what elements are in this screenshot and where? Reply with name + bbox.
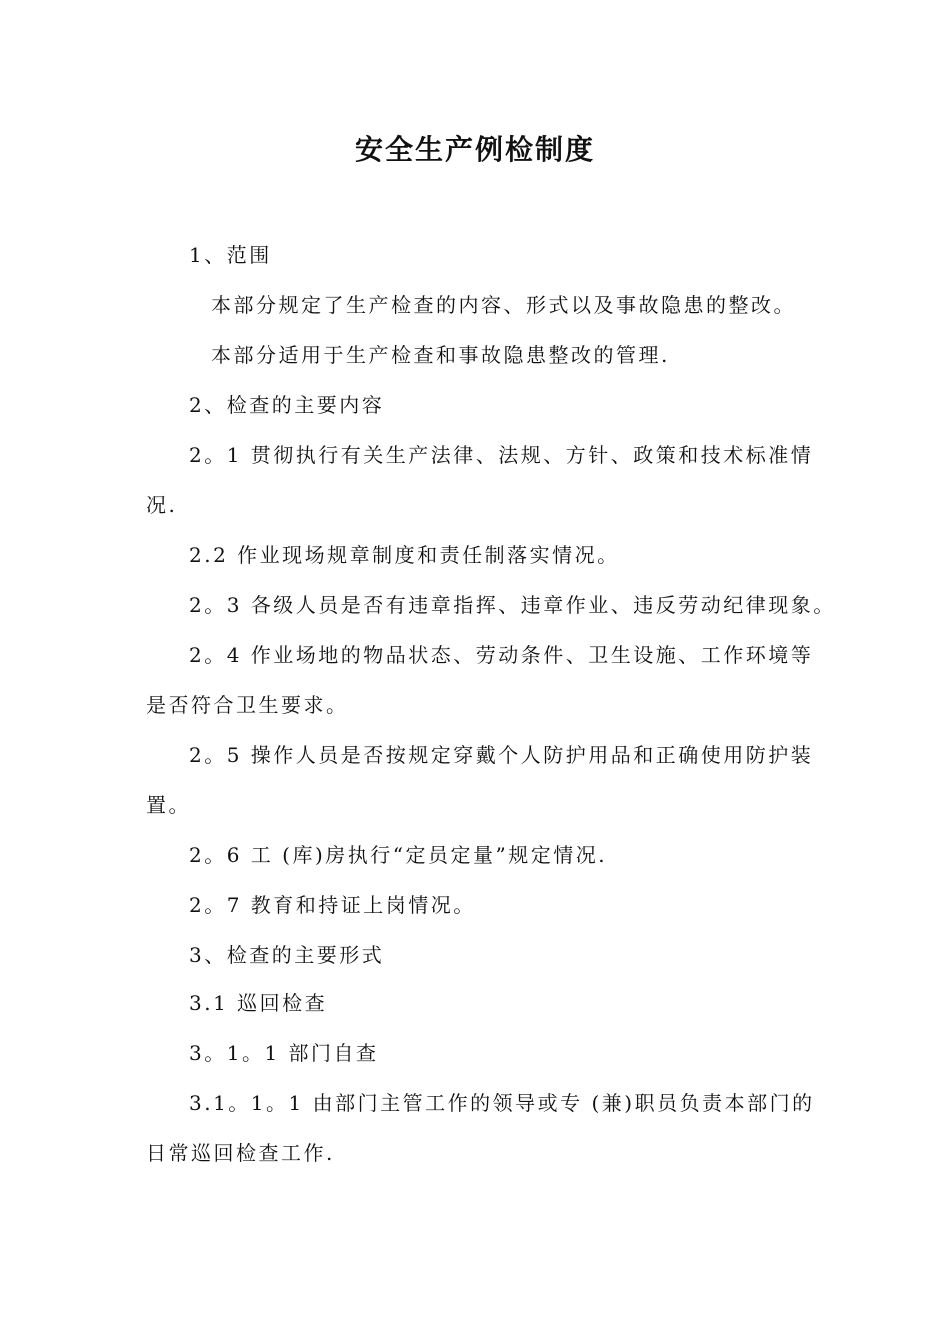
- paragraph-line: 2.2 作业现场规章制度和责任制落实情况。: [189, 543, 620, 567]
- paragraph-line: 2。7 教育和持证上岗情况。: [189, 893, 476, 917]
- paragraph-line: 置。: [146, 793, 191, 817]
- paragraph-line: 2。4 作业场地的物品状态、劳动条件、卫生设施、工作环境等: [189, 643, 814, 667]
- document-title: 安全生产例检制度: [354, 133, 595, 166]
- paragraph-line: 2。3 各级人员是否有违章指挥、违章作业、违反劳动纪律现象。: [189, 593, 836, 617]
- section-heading: 3、检查的主要形式: [189, 943, 385, 967]
- subsection-heading: 3。1。1 部门自查: [189, 1041, 379, 1065]
- section-heading: 2、检查的主要内容: [189, 393, 385, 417]
- paragraph-line: 2。6 工 (库)房执行“定员定量”规定情况.: [189, 843, 608, 867]
- subsection-heading: 3.1 巡回检查: [189, 991, 328, 1015]
- paragraph-line: 3.1。1。1 由部门主管工作的领导或专 (兼)职员负责本部门的: [189, 1091, 815, 1115]
- paragraph-line: 况.: [146, 493, 178, 517]
- paragraph-line: 本部分规定了生产检查的内容、形式以及事故隐患的整改。: [211, 293, 796, 317]
- paragraph-line: 本部分适用于生产检查和事故隐患整改的管理.: [211, 343, 670, 367]
- paragraph-line: 2。5 操作人员是否按规定穿戴个人防护用品和正确使用防护装: [189, 743, 814, 767]
- paragraph-line: 日常巡回检查工作.: [146, 1141, 335, 1165]
- paragraph-line: 2。1 贯彻执行有关生产法律、法规、方针、政策和技术标准情: [189, 443, 814, 467]
- section-heading: 1、范围: [189, 243, 272, 267]
- paragraph-line: 是否符合卫生要求。: [146, 693, 349, 717]
